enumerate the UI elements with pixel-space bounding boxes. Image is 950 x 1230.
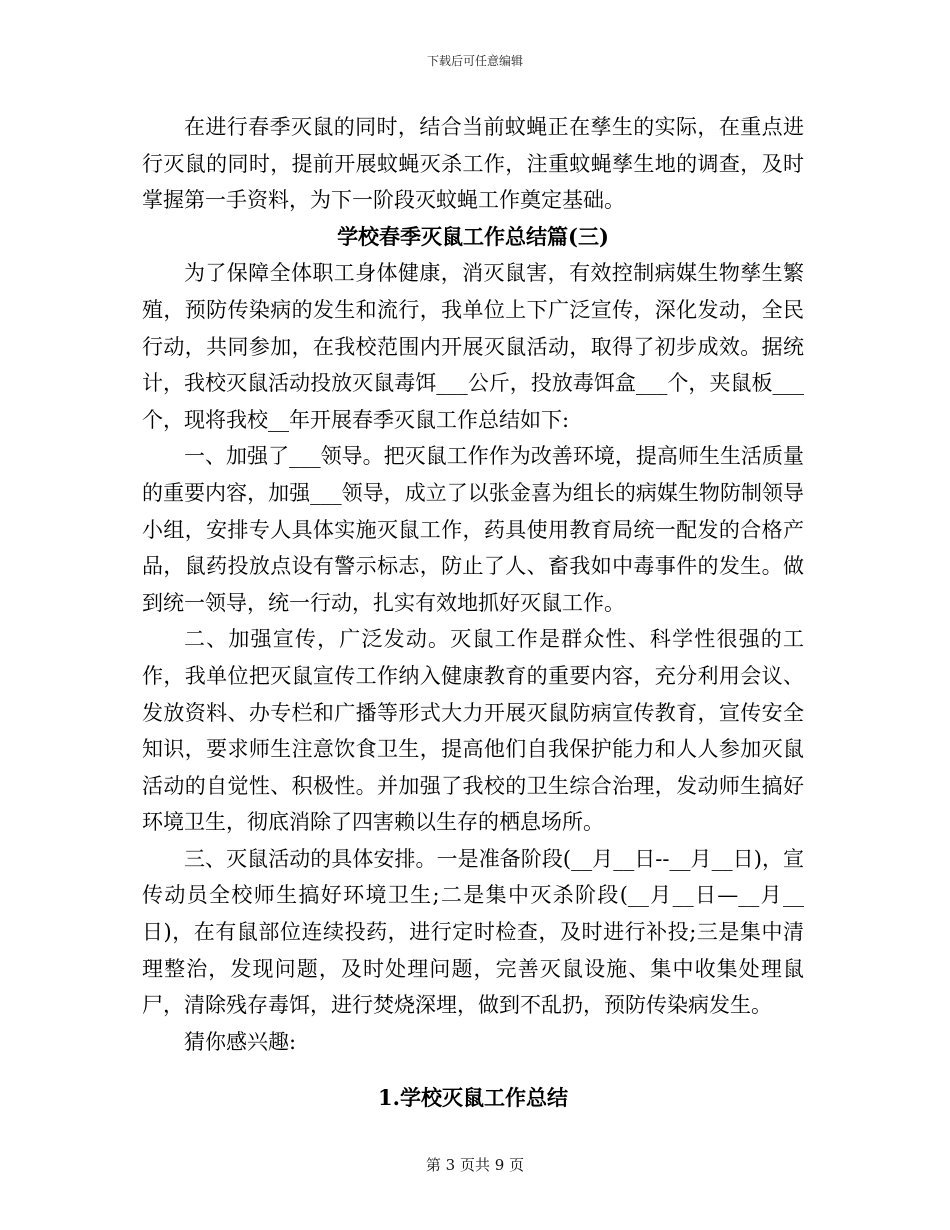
paragraph-related-intro: 猜你感兴趣:: [184, 1029, 297, 1054]
paragraph-publicity: 二、加强宣传，广泛发动。灭鼠工作是群众性、科学性很强的工作，我单位把灭鼠宣传工作纳入健康教育的重要内容，充分利用会议、发放资料、办专栏和广播等形式大力开展灭鼠防病宣传教育，宣传安全知识，要求师生注意饮食卫生，提高他们自我保护能力和人人参加灭鼠活动的自觉性、积极性。并加强了我校的卫生综合治理，发动师生搞好环境卫生，彻底消除了四害赖以生存的栖息场所。: [142, 627, 804, 835]
document-body: [142, 109, 804, 1117]
paragraph-intro: 在进行春季灭鼠的同时，结合当前蚊蝇正在孳生的实际，在重点进行灭鼠的同时，提前开展蚊蝇灭杀工作，注重蚊蝇孳生地的调查，及时掌握第一手资料，为下一阶段灭蚊蝇工作奠定基础。: [142, 115, 804, 213]
page-number: 第 3 页共 9 页: [425, 1156, 525, 1174]
related-article-link[interactable]: 1.学校灭鼠工作总结: [378, 1085, 568, 1111]
page-header-note: 下载后可任意编辑: [426, 54, 523, 68]
paragraph-overview: 为了保障全体职工身体健康，消灭鼠害，有效控制病媒生物孳生繁殖，预防传染病的发生和流行，我单位上下广泛宣传，深化发动，全民行动，共同参加，在我校范围内开展灭鼠活动，取得了初步成效。据统计，我校灭鼠活动投放灭鼠毒饵___公斤，投放毒饵盒___个，夹鼠板___个，现将我校__年开展春季灭鼠工作总结如下:: [142, 261, 804, 432]
paragraph-schedule: 三、灭鼠活动的具体安排。一是准备阶段(__月__日--__月__日)，宣传动员全校师生搞好环境卫生;二是集中灭杀阶段(__月__日—__月__日)，在有鼠部位连续投药，进行定时检查，及时进行补投;三是集中清理整治，发现问题，及时处理问题，完善灭鼠设施、集中收集处理鼠尸，清除残存毒饵，进行焚烧深埋，做到不乱扔，预防传染病发生。: [142, 846, 804, 1018]
paragraph-leadership: 一、加强了___领导。把灭鼠工作作为改善环境，提高师生生活质量的重要内容，加强___领导，成立了以张金喜为组长的病媒生物防制领导小组，安排专人具体实施灭鼠工作，药具使用教育局统一配发的合格产品，鼠药投放点设有警示标志，防止了人、畜我如中毒事件的发生。做到统一领导，统一行动，扎实有效地抓好灭鼠工作。: [142, 444, 804, 615]
section-title: 学校春季灭鼠工作总结篇(三): [337, 223, 609, 249]
